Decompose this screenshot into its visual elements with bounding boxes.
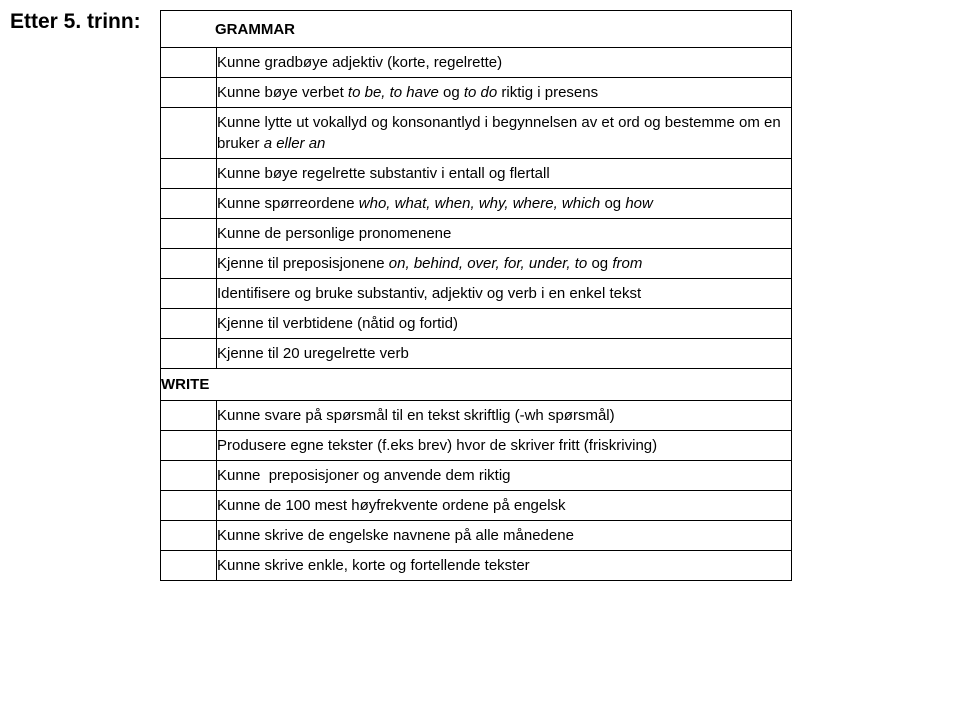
checklist-row	[161, 249, 792, 279]
checkbox-cell[interactable]	[161, 461, 217, 491]
item-text: Kunne de personlige pronomenene	[217, 219, 792, 249]
checkbox-cell[interactable]	[161, 219, 217, 249]
item-text: Kunne bøye verbet to be, to have og to do riktig i presens	[217, 78, 792, 108]
page-title: Etter 5. trinn:	[10, 10, 141, 33]
checkbox-cell[interactable]	[161, 431, 217, 461]
checkbox-cell[interactable]	[161, 48, 217, 78]
checklist-row	[161, 189, 792, 219]
checklist-row	[161, 551, 792, 581]
checklist-row	[161, 339, 792, 369]
item-text: Kjenne til 20 uregelrette verb	[217, 339, 792, 369]
checklist-row	[161, 219, 792, 249]
item-text: Kunne gradbøye adjektiv (korte, regelrette)	[217, 48, 792, 78]
checklist-row	[161, 521, 792, 551]
checkbox-cell[interactable]	[161, 279, 217, 309]
checklist-row	[161, 401, 792, 431]
checkbox-cell[interactable]	[161, 401, 217, 431]
section-header-write	[161, 369, 792, 401]
section-header-grammar	[161, 11, 792, 48]
item-text: Kunne spørreordene who, what, when, why, where, which og how	[217, 189, 792, 219]
checklist-row	[161, 48, 792, 78]
checklist-row	[161, 309, 792, 339]
item-text: Kunne bøye regelrette substantiv i entall og flertall	[217, 159, 792, 189]
checkbox-cell[interactable]	[161, 159, 217, 189]
checkbox-cell[interactable]	[161, 551, 217, 581]
checklist-row	[161, 279, 792, 309]
item-text: Kunne preposisjoner og anvende dem riktig	[217, 461, 792, 491]
section-title: GRAMMAR	[161, 11, 792, 48]
skills-checklist-table	[160, 10, 792, 581]
checklist-row	[161, 491, 792, 521]
item-text: Kjenne til verbtidene (nåtid og fortid)	[217, 309, 792, 339]
checkbox-cell[interactable]	[161, 339, 217, 369]
item-text: Kjenne til preposisjonene on, behind, over, for, under, to og from	[217, 249, 792, 279]
checkbox-cell[interactable]	[161, 108, 217, 159]
item-text: Kunne lytte ut vokallyd og konsonantlyd i begynnelsen av et ord og bestemme om en bruker a eller an	[217, 108, 792, 159]
section-title: WRITE	[161, 369, 792, 401]
item-text: Identifisere og bruke substantiv, adjektiv og verb i en enkel tekst	[217, 279, 792, 309]
checklist-row	[161, 461, 792, 491]
item-text: Kunne svare på spørsmål til en tekst skriftlig (-wh spørsmål)	[217, 401, 792, 431]
item-text: Kunne de 100 mest høyfrekvente ordene på engelsk	[217, 491, 792, 521]
item-text: Kunne skrive enkle, korte og fortellende tekster	[217, 551, 792, 581]
checklist-row	[161, 431, 792, 461]
checkbox-cell[interactable]	[161, 189, 217, 219]
checkbox-cell[interactable]	[161, 521, 217, 551]
checkbox-cell[interactable]	[161, 78, 217, 108]
item-text: Produsere egne tekster (f.eks brev) hvor de skriver fritt (friskriving)	[217, 431, 792, 461]
checklist-row	[161, 78, 792, 108]
checkbox-cell[interactable]	[161, 309, 217, 339]
checkbox-cell[interactable]	[161, 249, 217, 279]
checklist-row	[161, 108, 792, 159]
item-text: Kunne skrive de engelske navnene på alle månedene	[217, 521, 792, 551]
checklist-row	[161, 159, 792, 189]
checkbox-cell[interactable]	[161, 491, 217, 521]
